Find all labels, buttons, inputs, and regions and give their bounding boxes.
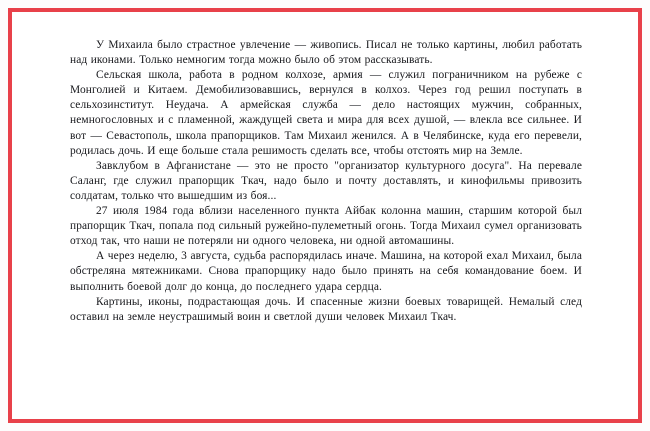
article-text-block (70, 38, 582, 325)
paragraph: Картины, иконы, подрастающая дочь. И спасенные жизни боевых товарищей. Немалый след оставил на земле неустрашимый воин и светлой души человек Михаил Ткач. (70, 295, 582, 323)
paragraph: А через неделю, 3 августа, судьба распорядилась иначе. Машина, на которой ехал Михаил, была обстреляна мятежниками. Снова прапорщику надо было принять на себя командование боем. И выполнить боевой долг до конца, до последнего удара сердца. (70, 250, 582, 293)
red-border-frame (8, 8, 642, 423)
page-content-area (12, 12, 638, 419)
paragraph: Завклубом в Афганистане — это не просто "организатор культурного досуга". На перевале Саланг, где служил прапорщик Ткач, надо было и почту доставлять, и кинофильмы привозить солдатам, только что вышедшим из боя... (70, 159, 582, 202)
paragraph: Сельская школа, работа в родном колхозе, армия — служил пограничником на рубеже с Монголией и Китаем. Демобилизовавшись, вернулся в колхоз. Через год решил поступать в сельхозинститут. Неудача. А армейская служба — дело настоящих мужчин, собранных, немногословных и с пламенной, жаждущей света и мира для всех душой, — влекла все сильнее. И вот — Севастополь, школа прапорщиков. Там Михаил женился. А в Челябинске, куда его перевели, родилась дочь. И еще больше стала решимость сделать все, чтобы отстоять мир на Земле. (70, 69, 582, 157)
paragraph: 27 июля 1984 года вблизи населенного пункта Айбак колонна машин, старшим которой был прапорщик Ткач, попала под сильный ружейно-пулеметный огонь. Тогда Михаил сумел организовать отход так, что наши не потеряли ни одного человека, ни одной автомашины. (70, 205, 582, 248)
paragraph: У Михаила было страстное увлечение — живопись. Писал не только картины, любил работать над иконами. Только немногим тогда можно было об этом рассказывать. (70, 39, 582, 67)
